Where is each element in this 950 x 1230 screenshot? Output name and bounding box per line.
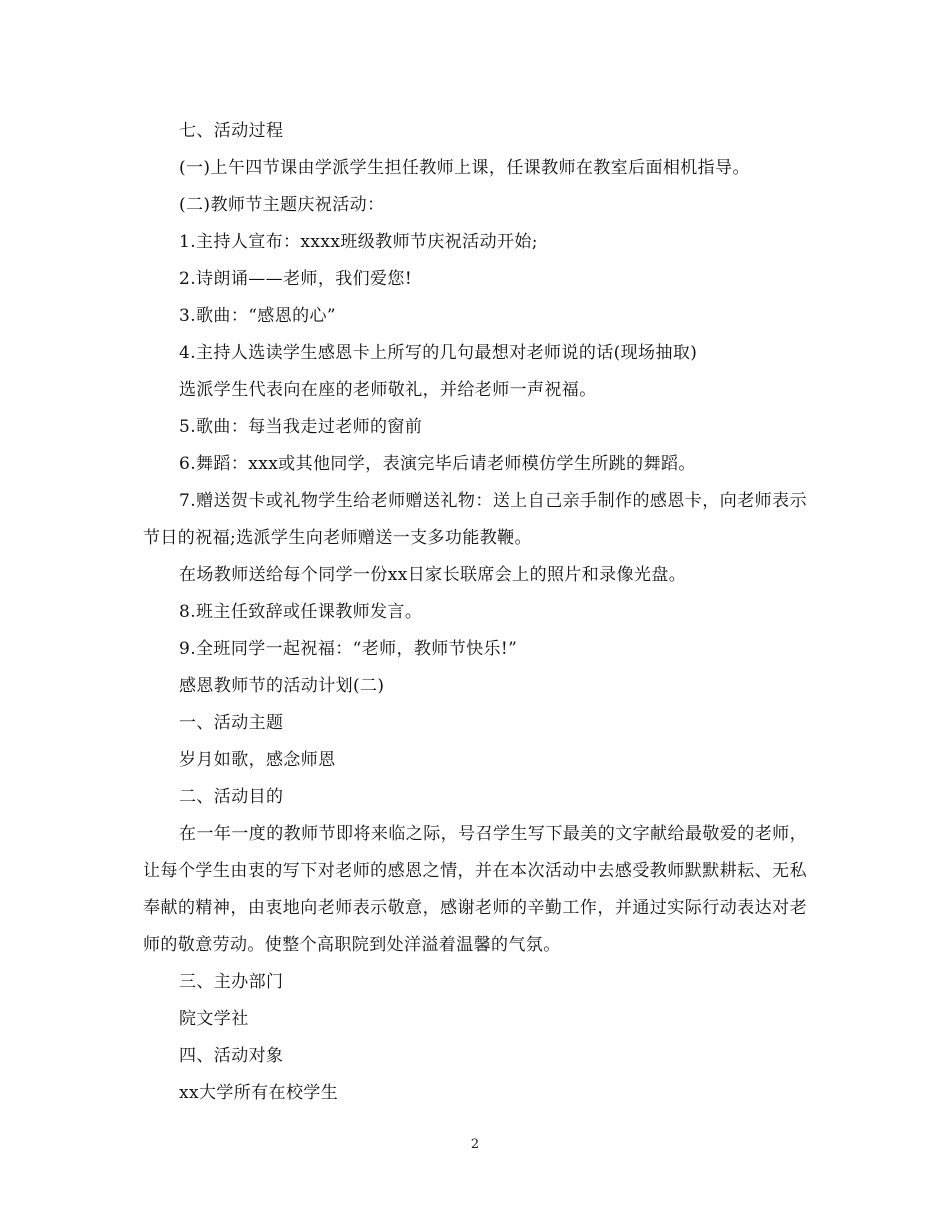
paragraph: 4.主持人选读学生感恩卡上所写的几句最想对老师说的话(现场抽取) [179,343,698,363]
paragraph-plan-title: 感恩教师节的活动计划(二) [179,676,385,696]
paragraph: 8.班主任致辞或任课教师发言。 [179,602,423,622]
paragraph: 5.歌曲：每当我走过老师的窗前 [179,417,423,437]
page-number: 2 [470,1137,480,1152]
paragraph: 岁月如歌，感念师恩 [179,750,336,770]
paragraph: (二)教师节主题庆祝活动： [179,195,385,215]
paragraph-section-heading: 一、活动主题 [179,713,284,733]
paragraph-section-heading: 四、活动对象 [179,1046,284,1066]
paragraph: (一)上午四节课由学派学生担任教师上课，任课教师在教室后面相机指导。 [179,158,750,178]
paragraph: 2.诗朗诵——老师，我们爱您! [179,269,413,289]
paragraph: 选派学生代表向在座的老师敬礼，并给老师一声祝福。 [179,380,597,400]
document-body [143,113,807,1112]
paragraph: xx大学所有在校学生 [179,1083,339,1103]
paragraph-section-heading: 七、活动过程 [179,121,284,141]
paragraph: 7.赠送贺卡或礼物学生给老师赠送礼物：送上自己亲手制作的感恩卡，向老师表示节日的祝福;选派学生向老师赠送一支多功能教鞭。 [143,491,807,548]
paragraph: 3.歌曲：“感恩的心” [179,306,337,326]
paragraph: 院文学社 [179,1009,249,1029]
paragraph-section-heading: 三、主办部门 [179,972,284,992]
paragraph: 1.主持人宣布：xxxx班级教师节庆祝活动开始; [179,232,538,252]
paragraph: 在一年一度的教师节即将来临之际，号召学生写下最美的文字献给最敬爱的老师，让每个学生由衷的写下对老师的感恩之情，并在本次活动中去感受教师默默耕耘、无私奉献的精神，由衷地向老师表示敬意，感谢老师的辛勤工作，并通过实际行动表达对老师的敬意劳动。使整个高职院到处洋溢着温馨的气氛。 [143,824,807,955]
paragraph-section-heading: 二、活动目的 [179,787,284,807]
paragraph: 在场教师送给每个同学一份xx日家长联席会上的照片和录像光盘。 [179,565,687,585]
paragraph: 9.全班同学一起祝福：“老师，教师节快乐!” [179,639,518,659]
paragraph: 6.舞蹈：xxx或其他同学，表演完毕后请老师模仿学生所跳的舞蹈。 [179,454,696,474]
